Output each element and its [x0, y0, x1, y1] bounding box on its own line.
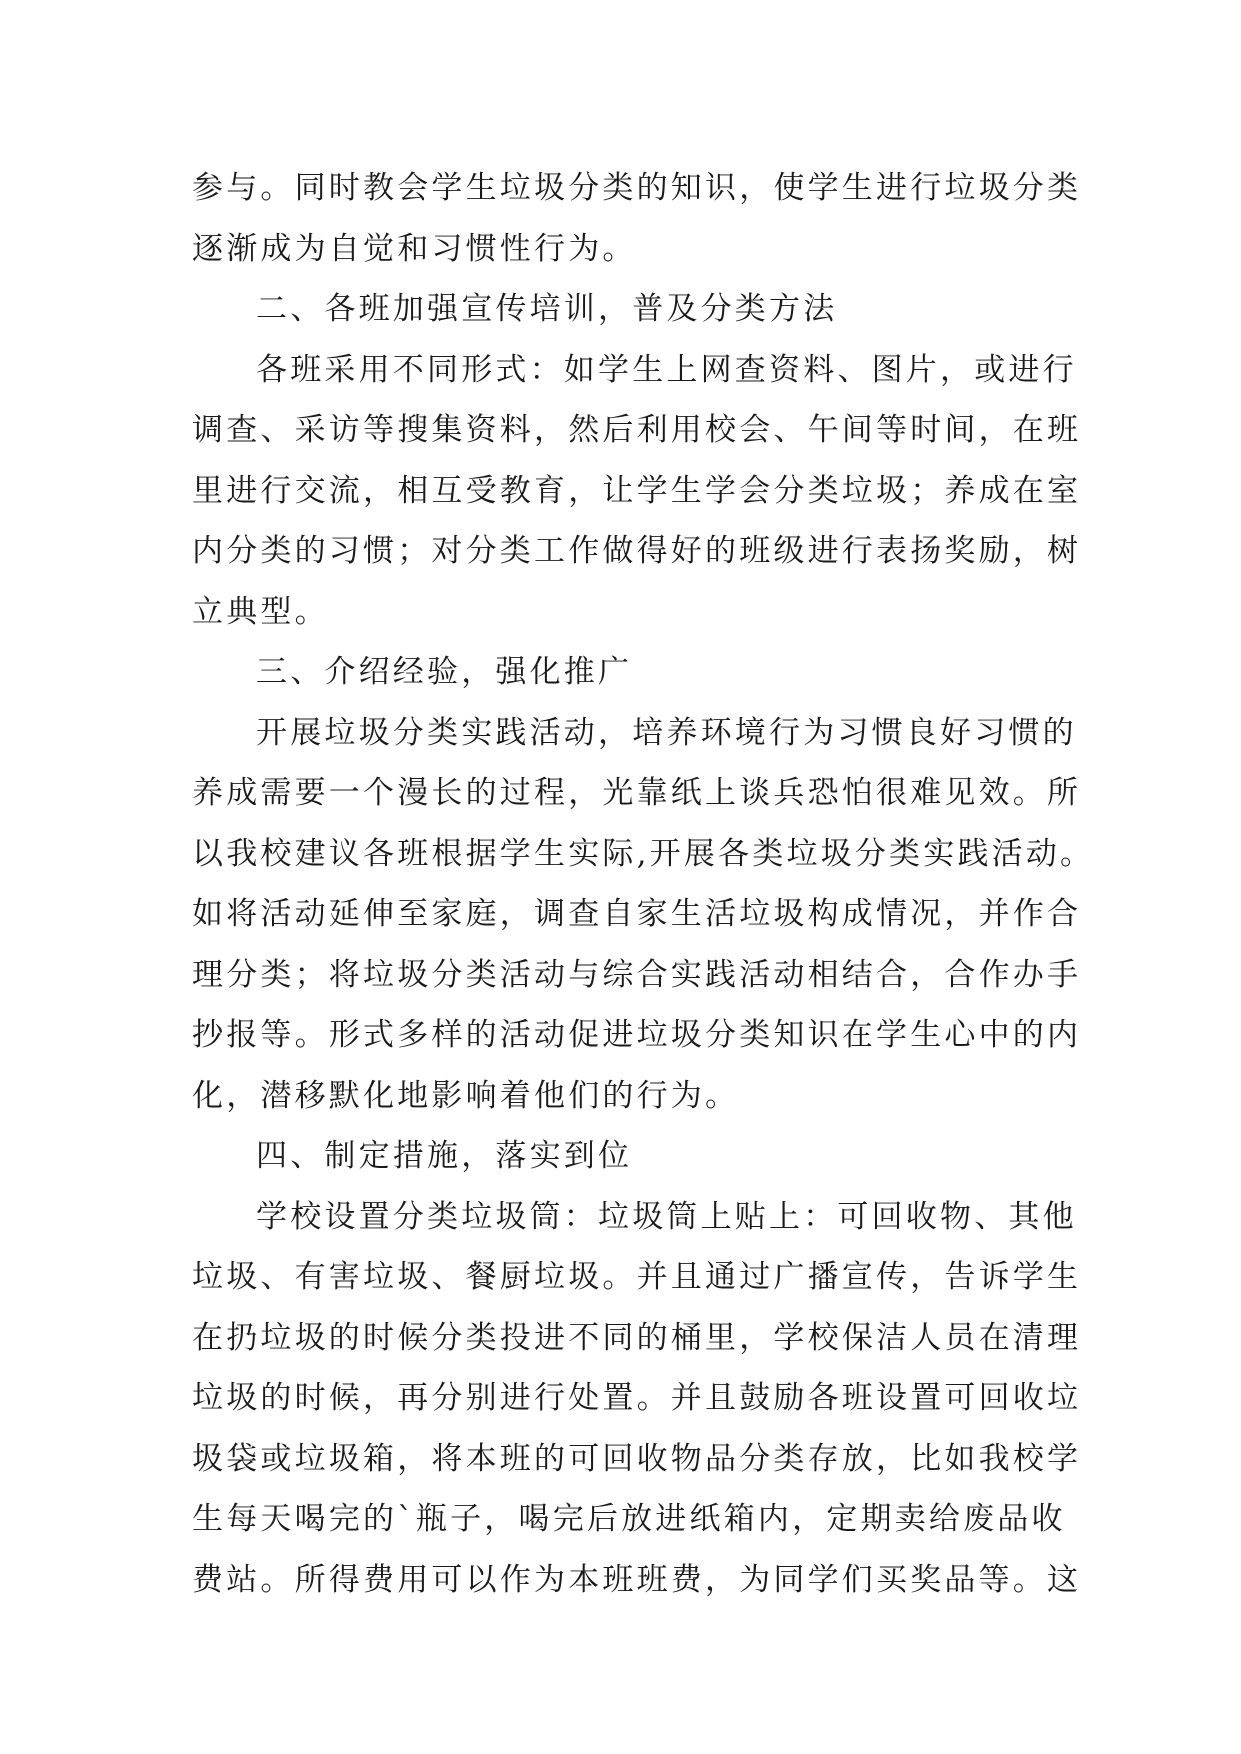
text-line: 逐渐成为自觉和习惯性行为。 [192, 230, 637, 267]
text-line: 垃圾、有害垃圾、餐厨垃圾。并且通过广播宣传，告诉学生 [192, 1259, 1082, 1295]
text-line: 里进行交流，相互受教育，让学生学会分类垃圾；养成在室 [192, 472, 1082, 509]
text-line: 学校设置分类垃圾筒：垃圾筒上贴上：可回收物、其他 [256, 1198, 1077, 1235]
text-line: 调查、采访等搜集资料，然后利用校会、午间等时间，在班 [192, 412, 1082, 448]
text-line: 理分类；将垃圾分类活动与综合实践活动相结合，合作办手 [192, 956, 1082, 993]
text-line: 以我校建议各班根据学生实际,开展各类垃圾分类实践活动。 [192, 835, 1095, 872]
text-line: 各班采用不同形式：如学生上网查资料、图片，或进行 [256, 351, 1077, 388]
text-line: 开展垃圾分类实践活动，培养环境行为习惯良好习惯的 [256, 714, 1077, 751]
section-heading: 三、介绍经验，强化推广 [256, 654, 633, 690]
text-line: 如将活动延伸至家庭，调查自家生活垃圾构成情况，并作合 [192, 896, 1082, 932]
text-line: 圾袋或垃圾箱，将本班的可回收物品分类存放，比如我校学 [192, 1440, 1082, 1477]
text-line: 生每天喝完的`瓶子，喝完后放进纸箱内，定期卖给废品收 [192, 1501, 1066, 1537]
section-heading: 四、制定措施，落实到位 [256, 1138, 633, 1174]
document-body [192, 158, 1095, 1610]
text-line: 抄报等。形式多样的活动促进垃圾分类知识在学生心中的内 [192, 1017, 1082, 1053]
text-line: 参与。同时教会学生垃圾分类的知识，使学生进行垃圾分类 [192, 170, 1082, 206]
text-line: 费站。所得费用可以作为本班班费，为同学们买奖品等。这 [192, 1561, 1082, 1598]
text-line: 立典型。 [192, 593, 329, 630]
text-line: 内分类的习惯；对分类工作做得好的班级进行表扬奖励，树 [192, 533, 1082, 569]
text-line: 在扔垃圾的时候分类投进不同的桶里，学校保洁人员在清理 [192, 1319, 1082, 1356]
text-line: 化，潜移默化地影响着他们的行为。 [192, 1077, 740, 1114]
text-line: 养成需要一个漫长的过程，光靠纸上谈兵恐怕很难见效。所 [192, 775, 1082, 811]
text-line: 垃圾的时候，再分别进行处置。并且鼓励各班设置可回收垃 [192, 1380, 1082, 1416]
section-heading: 二、各班加强宣传培训，普及分类方法 [256, 291, 838, 327]
